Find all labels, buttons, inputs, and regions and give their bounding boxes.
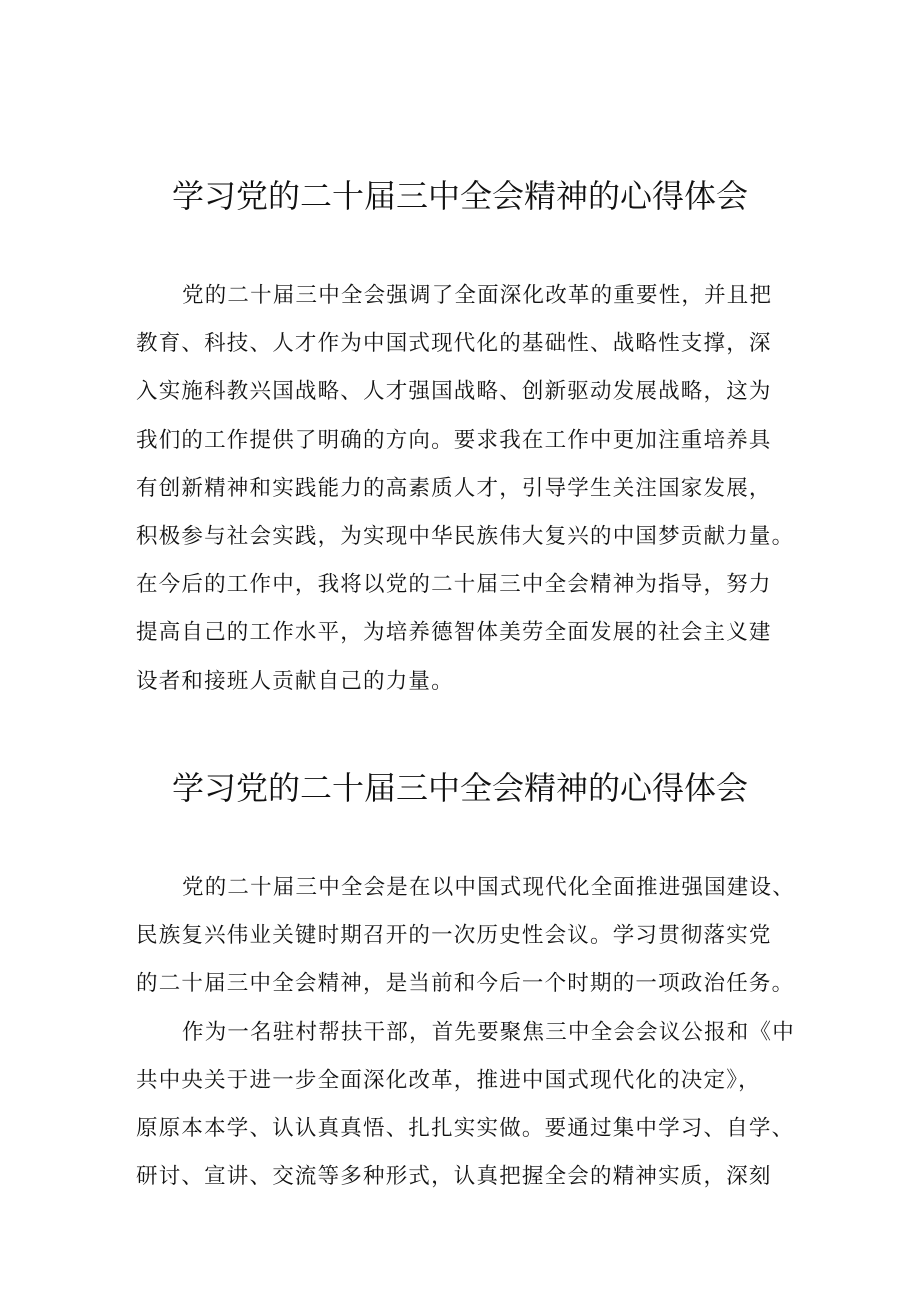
paragraph-line: 党的二十届三中全会是在以中国式现代化全面推进强国建设、 [182,875,795,900]
paragraph-line: 原原本本学、认认真真悟、扎扎实实做。要通过集中学习、自学、 [136,1115,795,1141]
section-1-title: 学习党的二十届三中全会精神的心得体会 [171,177,748,215]
paragraph-line: 的二十届三中全会精神，是当前和今后一个时期的一项政治任务。 [136,971,795,997]
paragraph-line: 共中央关于进一步全面深化改革，推进中国式现代化的决定》， [136,1067,761,1093]
paragraph-line: 在今后的工作中，我将以党的二十届三中全会精神为指导，努力 [136,572,772,598]
paragraph-line: 设者和接班人贡献自己的力量。 [136,668,454,694]
section-2-body [136,864,796,1201]
paragraph-line: 教育、科技、人才作为中国式现代化的基础性、战略性支撑，深 [136,331,772,357]
paragraph-line: 党的二十届三中全会强调了全面深化改革的重要性，并且把 [182,283,773,308]
paragraph-line: 我们的工作提供了明确的方向。要求我在工作中更加注重培养具 [136,427,772,453]
section-1-body [136,272,796,706]
section-2-title: 学习党的二十届三中全会精神的心得体会 [171,769,748,807]
paragraph-line: 研讨、宣讲、交流等多种形式，认真把握全会的精神实质，深刻 [136,1164,772,1190]
paragraph-line: 作为一名驻村帮扶干部，首先要聚焦三中全会会议公报和《中 [182,1019,795,1045]
paragraph-line: 入实施科教兴国战略、人才强国战略、创新驱动发展战略，这为 [136,379,772,405]
paragraph-line: 提高自己的工作水平，为培养德智体美劳全面发展的社会主义建 [136,620,772,646]
paragraph-line: 积极参与社会实践，为实现中华民族伟大复兴的中国梦贡献力量。 [136,523,795,549]
paragraph-line: 有创新精神和实践能力的高素质人才，引导学生关注国家发展， [136,475,772,501]
paragraph-line: 民族复兴伟业关键时期召开的一次历史性会议。学习贯彻落实党 [136,923,772,949]
